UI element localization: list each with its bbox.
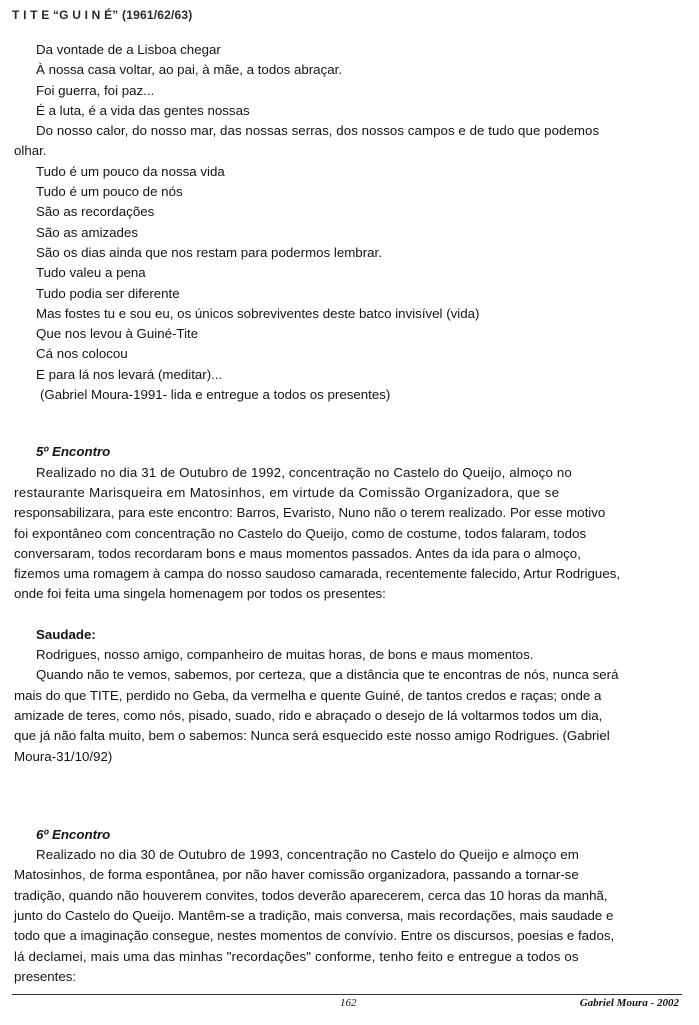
poem-line: Tudo valeu a pena [36, 265, 146, 281]
section-title-6-encontro: 6º Encontro [36, 826, 111, 842]
footer-author: Gabriel Moura - 2002 [579, 997, 679, 1009]
poem-line: Tudo é um pouco da nossa vida [36, 163, 225, 179]
poem-attribution: (Gabriel Moura-1991- lida e entregue a todos os presentes) [40, 387, 391, 403]
paragraph-line: mais do que TITE, perdido no Geba, da vermelha e quente Guiné, de tantos credos e raças; onde a [14, 687, 602, 703]
paragraph-line: Quando não te vemos, sabemos, por certeza, que a distância que te encontras de nós, nunca será [36, 667, 619, 683]
paragraph-line: tradição, quando não houverem convites, todos deverão aparecerem, cerca das 10 horas da manhã, [14, 887, 608, 903]
poem-line: Mas fostes tu e sou eu, os únicos sobreviventes deste batco invisível (vida) [36, 305, 480, 321]
poem-line: E para lá nos levará (meditar)... [36, 366, 223, 382]
paragraph-line: junto do Castelo do Queijo. Mantêm-se a tradição, mais conversa, mais recordações, mais saudade e [14, 907, 614, 923]
paragraph-line: todo que a imaginação consegue, nestes momentos de convívio. Entre os discursos, poesias e fados, [14, 928, 615, 944]
paragraph-line: fizemos uma romagem à campa do nosso saudoso camarada, recentemente falecido, Artur Rodrigues, [14, 566, 621, 582]
saudade-paragraph [14, 665, 669, 766]
poem-line: São os dias ainda que nos restam para podermos lembrar. [36, 244, 382, 260]
encontro5-paragraph [14, 463, 669, 605]
paragraph-line: foi expontâneo com concentração no Castelo do Queijo, como de costume, todos falaram, todos [14, 525, 587, 541]
paragraph-line: Realizado no dia 31 de Outubro de 1992, concentração no Castelo do Queijo, almoço no [36, 464, 572, 480]
paragraph-line: lá declamei, mais uma das minhas "recordações" conforme, tenho feito e entregue a todos os [14, 948, 579, 964]
poem-line: É a luta, é a vida das gentes nossas [36, 102, 250, 118]
poem [14, 40, 669, 405]
poem-line: São as recordações [36, 204, 155, 220]
poem-line: À nossa casa voltar, ao pai, à mãe, a todos abraçar. [36, 62, 343, 78]
page-number: 162 [340, 997, 357, 1009]
paragraph-line: restaurante Marisqueira em Matosinhos, em virtude da Comissão Organizadora, que se [14, 484, 560, 500]
poem-line: São as amizades [36, 224, 138, 240]
paragraph-line: conversaram, todos recordaram bons e maus momentos passados. Antes da ida para o almoço, [14, 545, 581, 561]
paragraph-line: Moura-31/10/92) [14, 748, 113, 764]
poem-line: Cá nos colocou [36, 346, 128, 362]
page-header: T I T E “G U I N É” (1961/62/63) [12, 8, 193, 22]
poem-line: Do nosso calor, do nosso mar, das nossas serras, dos nossos campos e de tudo que podemos [36, 123, 600, 139]
poem-line: Que nos levou à Guiné-Tite [36, 326, 199, 342]
paragraph-line: Realizado no dia 30 de Outubro de 1993, concentração no Castelo do Queijo e almoço em [36, 847, 579, 863]
poem-line: Tudo podia ser diferente [36, 285, 180, 301]
saudade-title: Saudade: [36, 626, 96, 642]
paragraph-line: responsabilizara, para este encontro: Barros, Evaristo, Nuno não o terem realizado. Por esse motivo [14, 505, 606, 521]
paragraph-line: presentes: [14, 968, 77, 984]
paragraph-line: onde foi feita uma singela homenagem por todos os presentes: [14, 586, 386, 602]
saudade-line: Rodrigues, nosso amigo, companheiro de muitas horas, de bons e maus momentos. [36, 647, 534, 663]
paragraph-line: amizade de teres, como nós, pisado, suado, rido e abraçado o desejo de lá voltarmos todos um dia, [14, 707, 603, 723]
poem-line: Tudo é um pouco de nós [36, 184, 183, 200]
section-title-5-encontro: 5º Encontro [36, 444, 111, 460]
footer-divider [12, 994, 682, 995]
poem-line: Da vontade de a Lisboa chegar [36, 42, 221, 57]
poem-line: olhar. [14, 143, 47, 159]
paragraph-line: que já não falta muito, bem o sabemos: Nunca será esquecido este nosso amigo Rodrigues. (Gabriel [14, 728, 610, 744]
poem-line: Foi guerra, foi paz... [36, 82, 155, 98]
page-content [14, 40, 669, 987]
encontro6-paragraph [14, 845, 669, 987]
paragraph-line: Matosinhos, de forma espontânea, por não haver comissão organizadora, passando a tornar-se [14, 867, 579, 883]
